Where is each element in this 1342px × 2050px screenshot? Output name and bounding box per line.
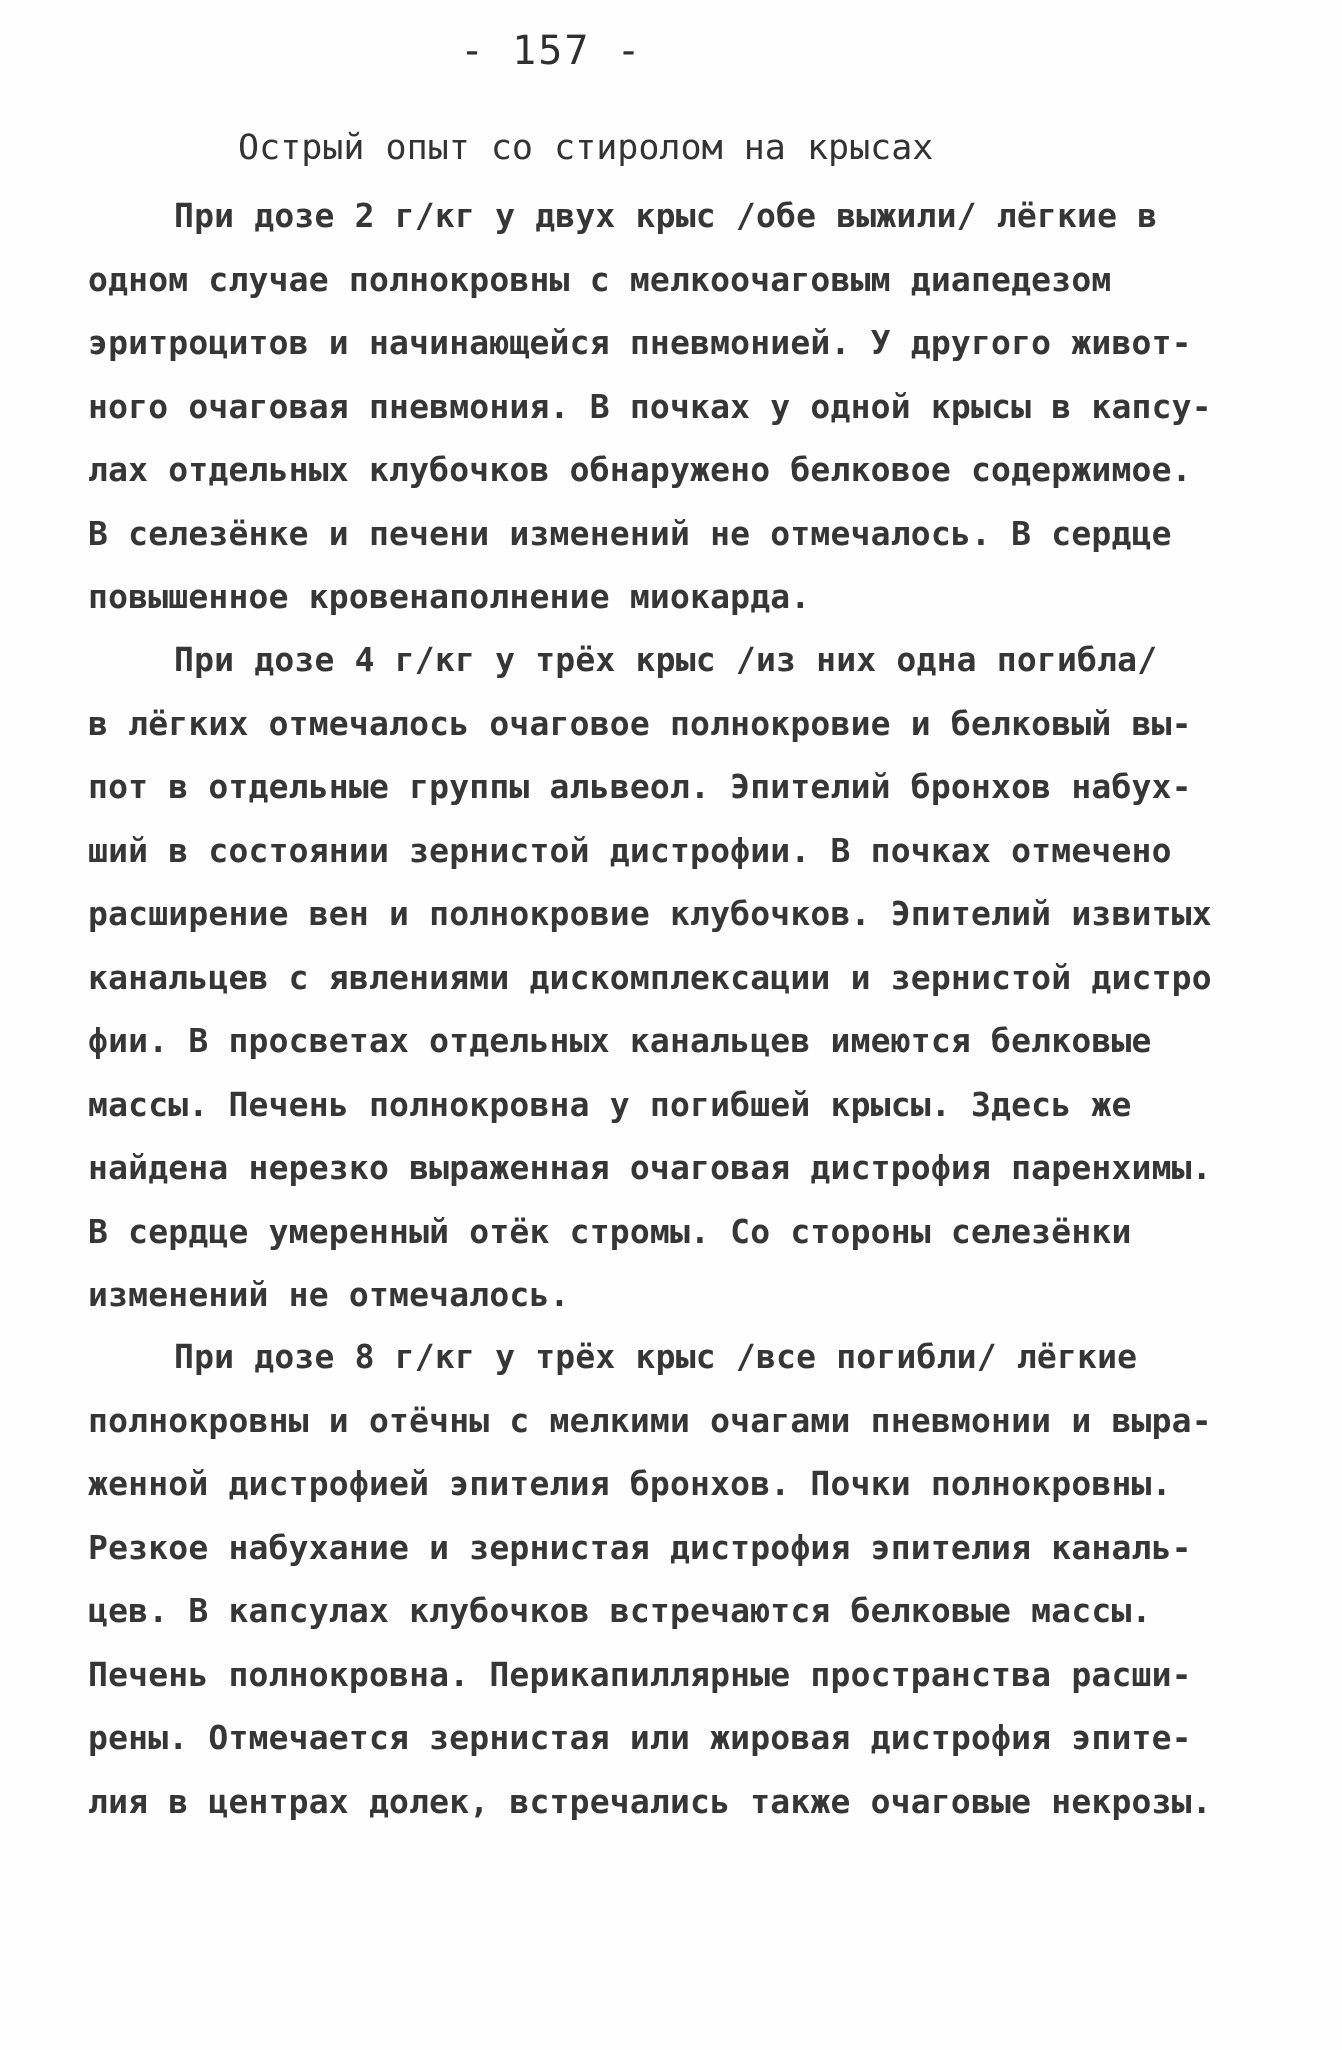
- text-line: ного очаговая пневмония. В почках у одной крысы в капсу-: [88, 386, 1212, 426]
- text-line: фии. В просветах отдельных канальцев имеются белковые: [88, 1021, 1152, 1060]
- text-line: изменений не отмечалось.: [88, 1275, 570, 1314]
- text-line: цев. В капсулах клубочков встречаются белковые массы.: [88, 1591, 1152, 1630]
- text-line: При дозе 4 г/кг у трёх крыс /из них одна погибла/: [174, 640, 1158, 679]
- page-number: - 157 -: [460, 28, 643, 74]
- text-line: массы. Печень полнокровна у погибшей крысы. Здесь же: [88, 1084, 1132, 1124]
- paragraph-dose-2: [88, 184, 1268, 629]
- text-line: полнокровны и отёчны с мелкими очагами пневмонии и выра-: [88, 1400, 1212, 1440]
- text-line: лия в центрах долек, встречались также очаговые некрозы.: [88, 1781, 1212, 1821]
- text-line: найдена нерезко выраженная очаговая дистрофия паренхимы.: [88, 1148, 1212, 1187]
- text-line: повышенное кровенаполнение миокарда.: [88, 577, 811, 616]
- text-line: ший в состоянии зернистой дистрофии. В почках отмечено: [88, 830, 1172, 870]
- text-line: Печень полнокровна. Перикапиллярные пространства расши-: [88, 1654, 1192, 1694]
- text-line: При дозе 2 г/кг у двух крыс /обе выжили/ лёгкие в: [174, 196, 1158, 235]
- text-line: В селезёнке и печени изменений не отмечалось. В сердце: [88, 513, 1172, 553]
- text-line: При дозе 8 г/кг у трёх крыс /все погибли/ лёгкие: [174, 1337, 1138, 1376]
- text-line: эритроцитов и начинающейся пневмонией. У другого живот-: [88, 323, 1192, 362]
- text-line: одном случае полнокровны с мелкоочаговым диапедезом: [88, 259, 1112, 299]
- text-line: пот в отдельные группы альвеол. Эпителий бронхов набух-: [88, 767, 1192, 806]
- text-line: Резкое набухание и зернистая дистрофия эпителия каналь-: [88, 1527, 1192, 1567]
- text-line: лах отдельных клубочков обнаружено белковое содержимое.: [88, 450, 1192, 489]
- text-line: женной дистрофией эпителия бронхов. Почки полнокровны.: [88, 1464, 1172, 1503]
- text-line: рены. Отмечается зернистая или жировая дистрофия эпите-: [88, 1718, 1192, 1757]
- text-line: в лёгких отмечалось очаговое полнокровие и белковый вы-: [88, 703, 1192, 743]
- paragraph-dose-8: [88, 1325, 1268, 1833]
- section-heading: Острый опыт со стиролом на крысах: [238, 128, 934, 168]
- text-line: расширение вен и полнокровие клубочков. Эпителий извитых: [88, 894, 1212, 933]
- text-line: канальцев с явлениями дискомплексации и зернистой дистро: [88, 957, 1212, 997]
- text-line: В сердце умеренный отёк стромы. Со стороны селезёнки: [88, 1211, 1132, 1251]
- paragraph-dose-4: [88, 628, 1268, 1327]
